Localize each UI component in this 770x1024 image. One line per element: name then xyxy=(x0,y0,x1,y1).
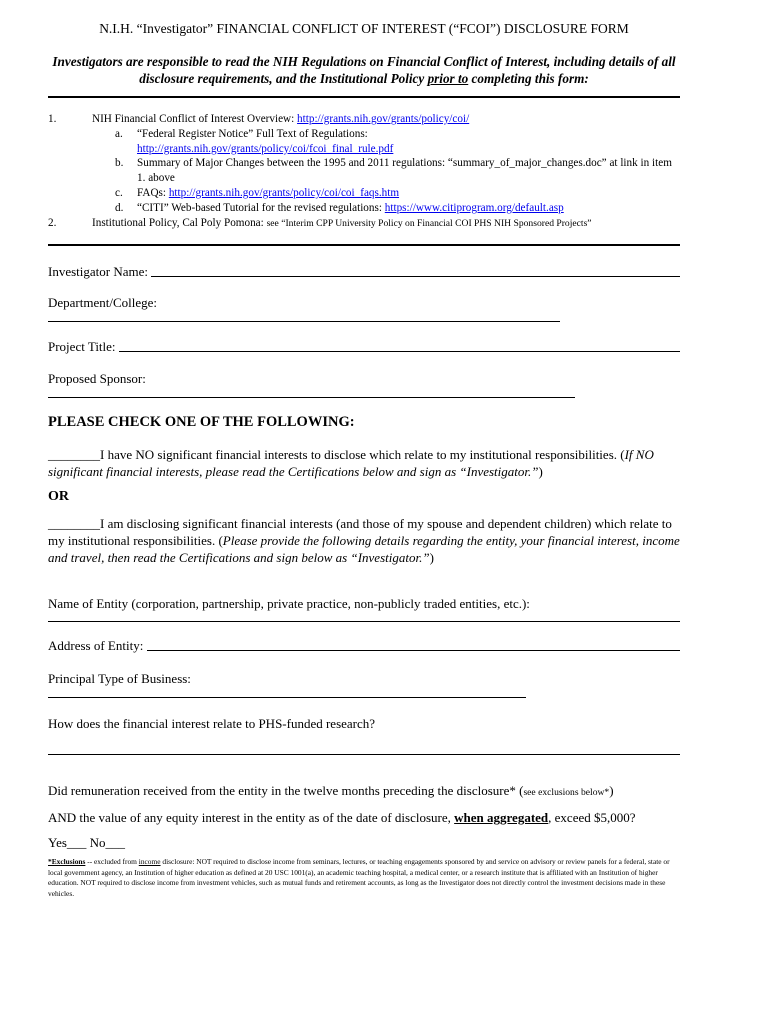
reference-item-c: c. FAQs: http://grants.nih.gov/grants/policy/coi/coi_faqs.htm xyxy=(115,186,400,199)
remuneration-question: Did remuneration received from the entity in the twelve months preceding the disclosure* (see exclusions below*) xyxy=(48,783,614,799)
top-divider xyxy=(48,96,680,98)
project-title-field[interactable] xyxy=(48,338,680,355)
check-heading: PLEASE CHECK ONE OF THE FOLLOWING: xyxy=(48,414,355,431)
entity-name-field[interactable] xyxy=(48,595,680,622)
exclusions-note: *Exclusions -- excluded from income disclosure: NOT required to disclose income from seminars, lectures, or teaching engagements sponsored by and service on advisory or review panels for a federal, state or local government agency, an Institution of higher education as defined at 20 USC 1001(a), an academic teaching hospital, a medical center, or a research institute that is affiliated with an Institution of higher education. NOT required to disclose income from investment vehicles, such as mutual funds and retirement accounts, as long as the Investigator does not directly control the investment decisions made in these vehicles. xyxy=(48,857,670,898)
reference-item-1: 1. NIH Financial Conflict of Interest Overview: http://grants.nih.gov/grants/policy/coi/ xyxy=(48,113,470,125)
business-type-field[interactable] xyxy=(48,670,680,698)
form-page xyxy=(48,20,680,899)
proposed-sponsor-field[interactable] xyxy=(48,370,680,398)
entity-name-label: Name of Entity (corporation, partnership, private practice, non-publicly traded entities, etc.): xyxy=(48,596,530,612)
project-title-label: Project Title: xyxy=(48,339,119,355)
equity-question: AND the value of any equity interest in the entity as of the date of disclosure, when aggregated, exceed $5,000? xyxy=(48,810,636,826)
refs-divider xyxy=(48,244,680,246)
reference-item-a: a. “Federal Register Notice” Full Text of Regulations: http://grants.nih.gov/grants/policy/coi/fcoi_final_rule.pdf xyxy=(115,127,394,155)
business-type-label: Principal Type of Business: xyxy=(48,671,191,687)
phs-relation-label: How does the financial interest relate to PHS-funded research? xyxy=(48,716,376,732)
reference-list xyxy=(48,112,680,231)
nih-coi-overview-link[interactable]: http://grants.nih.gov/grants/policy/coi/ xyxy=(297,113,470,125)
investigator-name-field[interactable] xyxy=(48,263,680,280)
entity-name-blank[interactable] xyxy=(48,612,680,622)
phs-relation-field[interactable] xyxy=(48,715,680,755)
reference-item-2: 2. Institutional Policy, Cal Poly Pomona: see “Interim CPP University Policy on Financial COI PHS NIH Sponsored Projects” xyxy=(48,216,592,229)
department-field[interactable] xyxy=(48,294,680,322)
proposed-sponsor-blank[interactable] xyxy=(48,387,575,398)
faqs-link[interactable]: http://grants.nih.gov/grants/policy/coi/coi_faqs.htm xyxy=(168,186,400,199)
option-disclosing-interests[interactable]: ________I am disclosing significant financial interests (and those of my spouse and dependent children) which relate to my institutional responsibilities. (Please provide the following details regarding the entity, your financial interest, income and travel, then read the Certifications and sign below as “Investigator.”) xyxy=(48,516,680,566)
federal-register-link[interactable]: http://grants.nih.gov/grants/policy/coi/fcoi_final_rule.pdf xyxy=(137,142,394,155)
entity-address-blank[interactable] xyxy=(147,637,680,651)
proposed-sponsor-label: Proposed Sponsor: xyxy=(48,371,146,387)
yes-no-answer[interactable]: Yes___ No___ xyxy=(48,835,126,851)
option-disclosing-blank[interactable]: ________ xyxy=(48,516,100,532)
entity-address-field[interactable] xyxy=(48,637,680,654)
reference-item-d: d. “CITI” Web-based Tutorial for the revised regulations: https://www.citiprogram.org/default.asp xyxy=(115,201,564,214)
citi-tutorial-link[interactable]: https://www.citiprogram.org/default.asp xyxy=(384,201,564,214)
entity-address-label: Address of Entity: xyxy=(48,638,147,654)
investigator-name-blank[interactable] xyxy=(151,263,680,277)
business-type-blank[interactable] xyxy=(48,687,526,698)
option-no-interests-blank[interactable]: ________ xyxy=(48,447,100,463)
option-no-interests[interactable]: ________I have NO significant financial interests to disclose which relate to my institutional responsibilities. (If NO significant financial interests, please read the Certifications below and sign as “Investigator.”) xyxy=(48,447,654,480)
department-label: Department/College: xyxy=(48,295,158,311)
or-separator: OR xyxy=(48,489,69,505)
project-title-blank[interactable] xyxy=(119,338,680,352)
form-title: N.I.H. “Investigator” FINANCIAL CONFLICT OF INTEREST (“FCOI”) DISCLOSURE FORM xyxy=(99,21,629,36)
department-blank[interactable] xyxy=(48,311,560,322)
form-subtitle: Investigators are responsible to read the NIH Regulations on Financial Conflict of Interest, including details of all disclosure requirements, and the Institutional Policy prior to completing this form: xyxy=(52,54,676,86)
phs-relation-blank[interactable] xyxy=(48,732,680,755)
reference-item-b: b. Summary of Major Changes between the 1995 and 2011 regulations: “summary_of_major_changes.doc” at link in item 1. above xyxy=(115,157,672,185)
investigator-name-label: Investigator Name: xyxy=(48,264,152,280)
